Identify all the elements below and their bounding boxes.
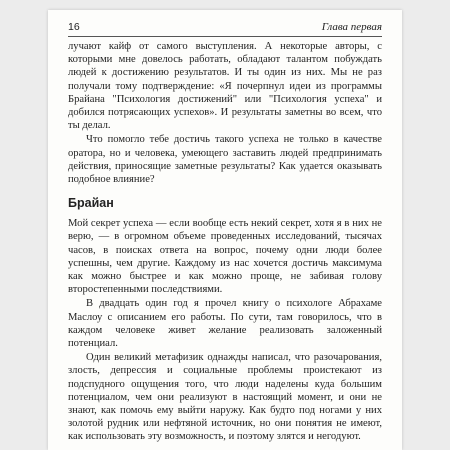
section-heading: Брайан	[68, 196, 114, 211]
page-content	[68, 20, 382, 444]
paragraph-continued: лучают кайф от самого выступления. А некоторые авторы, с которыми мне довелось работать, обладают талантом побуждать людей к достижению результатов. И ты один из них. Мы не раз получали тому подтверждение: «Я почерпнул идеи из программы Брайана "Психология достижений" или "Психология успеха" и добился потрясающих успехов». И результаты заметны во всем, что ты делал.	[68, 41, 382, 132]
paragraph-question: Что помогло тебе достичь такого успеха не только в качестве оратора, но и человека, умеющего заставить людей предпринимать действия, приносящие заметные результаты? Как удается оказывать подобное влияние?	[68, 134, 382, 186]
paragraph-metaphysician: Один великий метафизик однажды написал, что разочарования, злость, депрессия и социальные проблемы проистекают из подспудного ощущения того, что люди наделены куда большим потенциалом, чем они реализуют в настоящий момент, и они не знают, как помочь ему выйти наружу. Как будто под ногами у них золотой рудник или нефтяной источник, но они понятия не имеют, как использовать эту возможность, и поэтому злятся и негодуют.	[68, 352, 382, 443]
book-page	[48, 10, 402, 450]
paragraph-maslow: В двадцать один год я прочел книгу о психологе Абрахаме Маслоу с описанием его работы. По сути, там говорилось, что в каждом человеке живет желание реализовать заложенный потенциал.	[68, 298, 382, 350]
page-number: 16	[68, 21, 80, 33]
chapter-title: Глава первая	[321, 21, 382, 33]
paragraph-secret: Мой секрет успеха — если вообще есть некий секрет, хотя я в них не верю, — в огромном объеме проведенных исследований, тысячах часов, в поисках ответа на вопрос, почему одни люди более успешны, чем другие. Каждому из нас хочется достичь максимума как можно быстрее и как можно проще, не забивая голову второстепенными последствиями.	[68, 218, 382, 296]
running-header	[68, 20, 382, 37]
